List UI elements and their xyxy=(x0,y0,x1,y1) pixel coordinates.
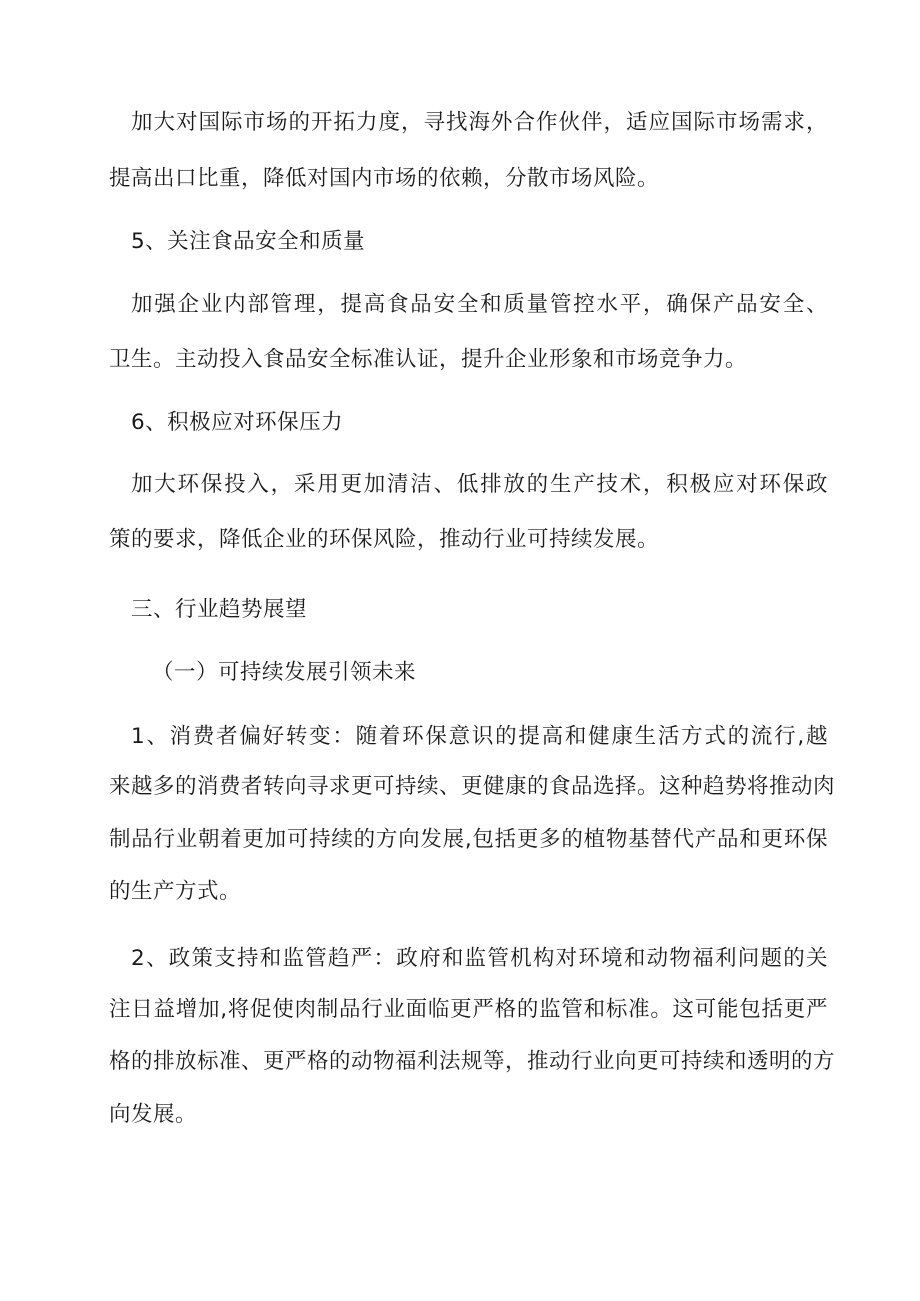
paragraph-line: 制品行业朝着更加可持续的方向发展,包括更多的植物基替代产品和更环保 xyxy=(109,827,828,852)
paragraph-line: 提高出口比重，降低对国内市场的依赖，分散市场风险。 xyxy=(109,166,660,191)
paragraph-line: 格的排放标准、更严格的动物福利法规等，推动行业向更可持续和透明的方 xyxy=(109,1049,836,1074)
paragraph-line: 策的要求，降低企业的环保风险，推动行业可持续发展。 xyxy=(109,527,660,552)
paragraph-line: 加大对国际市场的开拓力度，寻找海外合作伙伴，适应国际市场需求， xyxy=(131,110,828,135)
section-title: 三、行业趋势展望 xyxy=(131,597,308,622)
paragraph-line: 卫生。主动投入食品安全标准认证，提升企业形象和市场竞争力。 xyxy=(109,347,748,372)
paragraph-line: 来越多的消费者转向寻求更可持续、更健康的食品选择。这种趋势将推动肉 xyxy=(109,774,836,799)
paragraph-line: 1、消费者偏好转变：随着环保意识的提高和健康生活方式的流行,越 xyxy=(131,724,828,749)
paragraph-line: 2、政策支持和监管趋严：政府和监管机构对环境和动物福利问题的关 xyxy=(131,946,828,971)
subsection-title: （一）可持续发展引领未来 xyxy=(152,660,417,685)
section-heading: 5、关注食品安全和质量 xyxy=(131,229,366,254)
paragraph-line: 注日益增加,将促使肉制品行业面临更严格的监管和标准。这可能包括更严 xyxy=(109,997,828,1022)
paragraph-line: 加大环保投入，采用更加清洁、低排放的生产技术，积极应对环保政 xyxy=(131,472,828,497)
paragraph-line: 的生产方式。 xyxy=(109,879,242,904)
paragraph-line: 加强企业内部管理，提高食品安全和质量管控水平，确保产品安全、 xyxy=(131,292,828,317)
section-heading: 6、积极应对环保压力 xyxy=(131,410,344,435)
paragraph-line: 向发展。 xyxy=(109,1102,198,1127)
